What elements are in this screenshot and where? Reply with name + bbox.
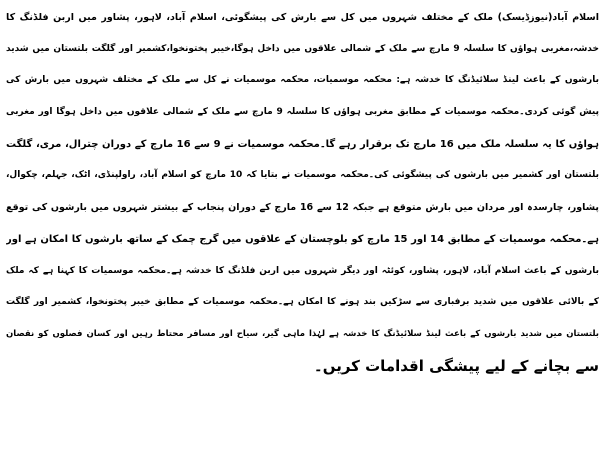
article-line-3: بارشوں کے باعث لینڈ سلائیڈنگ کا خدشہ ہے: محکمہ موسمیات، محکمہ موسمیات نے کل سے ملک کے مختلف شہروں میں بارش کی xyxy=(6,75,599,86)
article-line-12: سے بچانے کے لیے پیشگی اقدامات کریں۔ xyxy=(313,356,599,375)
article-line-9: بارشوں کے باعث اسلام آباد، لاہور، پشاور، کوئٹہ اور دیگر شہروں میں اربن فلڈنگ کا خدشہ ہے۔محکمہ موسمیات کا کہنا ہے کہ ملک xyxy=(6,265,599,276)
article-line-2: خدشہ،مغربی ہواؤں کا سلسلہ 9 مارچ سے ملک کے شمالی علاقوں میں داخل ہوگا،خیبر پختونخوا،کشمیر اور گلگت بلتستان میں شدید xyxy=(6,43,599,54)
article-line-5: ہواؤں کا یہ سلسلہ ملک میں 16 مارچ تک برقرار رہے گا۔محکمہ موسمیات نے 9 سے 16 مارچ کے دوران چترال، مری، گلگت xyxy=(6,138,599,150)
article-line-8: ہے۔محکمہ موسمیات کے مطابق 14 اور 15 مارچ کو بلوچستان کے علاقوں میں گرج چمک کے ساتھ بارشوں کا امکان ہے اور xyxy=(6,233,599,245)
article-line-6: بلتستان اور کشمیر میں بارشوں کی پیشگوئی کی۔محکمہ موسمیات نے بتایا کہ 10 مارچ کو اسلام آباد، راولپنڈی، اٹک، جہلم، چکوال، xyxy=(6,170,599,181)
article-line-4: پیش گوئی کردی۔محکمہ موسمیات کے مطابق مغربی ہواؤں کا سلسلہ 9 مارچ سے ملک کے شمالی علاقوں میں داخل ہوگا اور مغربی xyxy=(6,107,599,118)
news-article-body xyxy=(6,2,599,447)
article-line-10: کے بالائی علاقوں میں شدید برفباری سے سڑکیں بند ہونے کا امکان ہے۔محکمہ موسمیات کے مطابق خیبر پختونخوا، کشمیر اور گلگت xyxy=(6,297,599,308)
article-line-7: پشاور، چارسدہ اور مردان میں بارش متوقع ہے جبکہ 12 سے 16 مارچ کے دوران پنجاب کے بیشتر شہروں میں بارشوں کی توقع xyxy=(6,202,599,214)
article-line-11: بلتستان میں شدید بارشوں کے باعث لینڈ سلائیڈنگ کا خدشہ ہے لہٰذا ماہی گیر، سیاح اور مسافر محتاط رہیں اور کسان فصلوں کو نقصان xyxy=(6,328,599,339)
article-line-1: اسلام آباد(نیوزڈیسک) ملک کے مختلف شہروں میں کل سے بارش کی پیشگوئی، اسلام آباد، لاہور، پشاور میں اربن فلڈنگ کا xyxy=(6,12,599,23)
